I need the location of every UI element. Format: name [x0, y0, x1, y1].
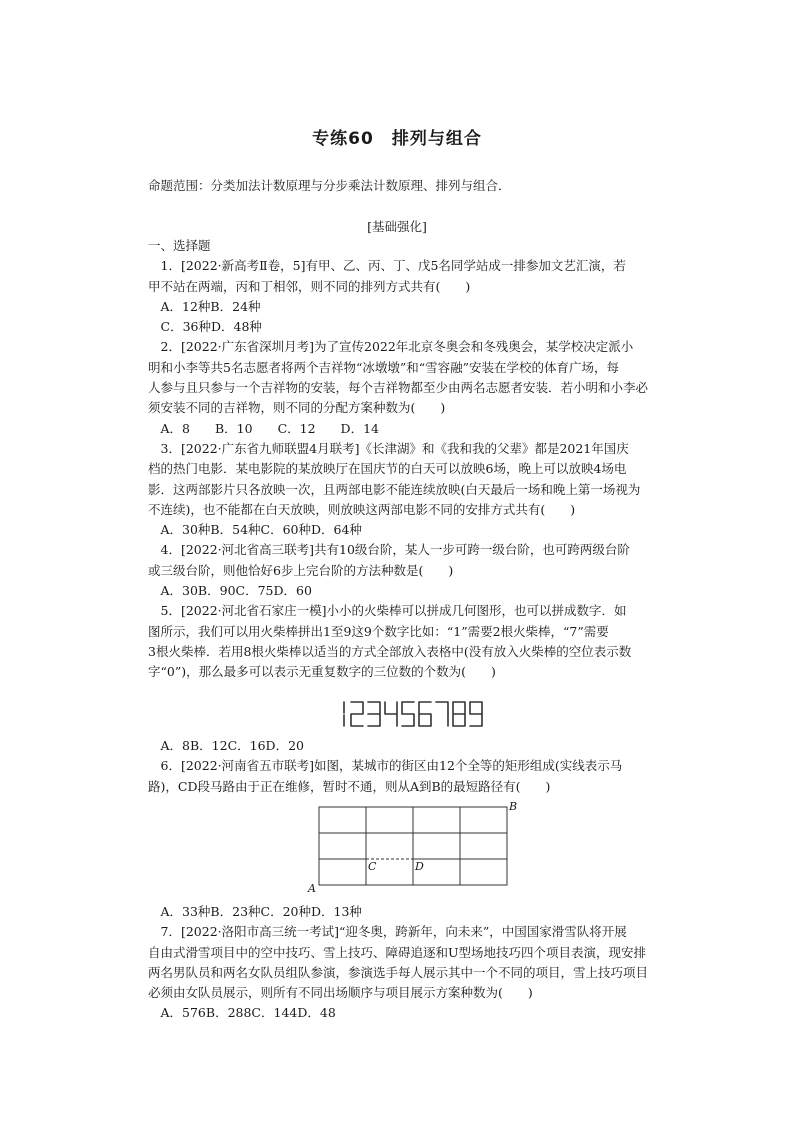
page-title: 专练60 排列与组合: [312, 129, 482, 149]
text-line: A．30B．90C．75D．60: [148, 583, 312, 599]
text-line: 两名男队员和两名女队员组队参演，参演选手每人展示其中一个不同的项目，雪上技巧项目: [148, 964, 649, 980]
questions-block-1: [148, 236, 678, 683]
digit-6: [419, 702, 431, 726]
digit-2: [351, 702, 363, 726]
digit-9: [470, 702, 482, 726]
text-line: 自由式滑雪项目中的空中技巧、雪上技巧、障碍追逐和U型场地技巧四个项目表演，现安排: [148, 944, 647, 960]
text-line: C．36种D．48种: [148, 319, 262, 335]
digit-8: [453, 702, 465, 726]
digit-3: [368, 702, 380, 726]
text-line: A．8 B．10 C．12 D．14: [148, 420, 379, 436]
text-line: 须安装不同的吉祥物，则不同的分配方案种数为( ): [148, 400, 446, 416]
text-line: 路)，CD段马路由于正在维修，暂时不通，则从A到B的最短路径有( ): [148, 778, 551, 794]
text-line: 2．[2022·广东省深圳月考]为了宣传2022年北京冬奥会和冬残奥会，某学校决定派小: [148, 339, 634, 355]
label-a: A: [308, 882, 316, 895]
text-line: 6．[2022·河南省五市联考]如图，某城市的街区由12个全等的矩形组成(实线表示马: [148, 758, 623, 774]
text-line: 3根火柴棒．若用8根火柴棒以适当的方式全部放入表格中(没有放入火柴棒的空位表示数: [148, 643, 632, 659]
text-line: A．8B．12C．16D．20: [148, 738, 304, 753]
street-grid-figure: [305, 800, 520, 895]
text-line: 档的热门电影．某电影院的某放映厅在国庆节的白天可以放映6场，晚上可以放映4场电: [148, 461, 627, 477]
questions-block-3: [148, 902, 678, 1024]
text-line: A．33种B．23种C．20种D．13种: [148, 904, 362, 919]
text-line: A．576B．288C．144D．48: [148, 1005, 336, 1021]
digit-7: [436, 702, 448, 726]
text-line: 必须由女队员展示，则所有不同出场顺序与项目展示方案种数为( ): [148, 985, 533, 1001]
text-line: 3．[2022·广东省九师联盟4月联考]《长津湖》和《我和我的父辈》都是2021年国庆: [148, 440, 629, 456]
text-line: 5．[2022·河北省石家庄一模]小小的火柴棒可以拼成几何图形，也可以拼成数字．如: [148, 603, 627, 619]
text-line: A．12种B．24种: [148, 298, 261, 314]
text-line: A．30种B．54种C．60种D．64种: [148, 522, 362, 538]
section-heading: [基础强化]: [367, 219, 427, 234]
text-line: 1．[2022·新高考Ⅱ卷，5]有甲、乙、丙、丁、戊5名同学站成一排参加文艺汇演，若: [148, 258, 626, 274]
questions-block-2: [148, 736, 678, 797]
label-d: D: [415, 860, 424, 873]
label-b: B: [509, 800, 518, 813]
text-line: 甲不站在两端，丙和丁相邻，则不同的排列方式共有( ): [148, 278, 471, 294]
digit-4: [385, 702, 397, 726]
text-line: 图所示，我们可以用火柴棒拼出1至9这9个数字比如：“1”需要2根火柴棒，“7”需要: [148, 623, 609, 639]
street-grid-svg: [305, 800, 520, 892]
text-line: 明和小李等共5名志愿者将两个吉祥物“冰墩墩”和“雪容融”安装在学校的体育广场，每: [148, 359, 620, 375]
text-line: 一、选择题: [148, 238, 211, 253]
matchstick-digits-figure: [336, 700, 488, 728]
text-line: 不连续)，也不能都在白天放映，则放映这两部电影不同的安排方式共有( ): [148, 501, 576, 517]
text-line: 字“0”)，那么最多可以表示无重复数字的三位数的个数为( ): [148, 664, 496, 680]
text-line: 人参与且只参与一个吉祥物的安装，每个吉祥物都至少由两名志愿者安装．若小明和小李必: [148, 380, 649, 396]
scope-statement: 命题范围：分类加法计数原理与分步乘法计数原理、排列与组合．: [148, 178, 511, 193]
text-line: 影．这两部影片只各放映一次，且两部电影不能连续放映(白天最后一场和晚上第一场视为: [148, 481, 641, 497]
digit-5: [402, 702, 414, 726]
label-c: C: [368, 860, 377, 873]
text-line: 或三级台阶，则他恰好6步上完台阶的方法种数是( ): [148, 562, 454, 578]
text-line: 7．[2022·洛阳市高三统一考试]“迎冬奥，跨新年，向未来”，中国国家滑雪队将开展: [148, 924, 627, 940]
text-line: 4．[2022·河北省高三联考]共有10级台阶，某人一步可跨一级台阶，也可跨两级台阶: [148, 542, 630, 558]
